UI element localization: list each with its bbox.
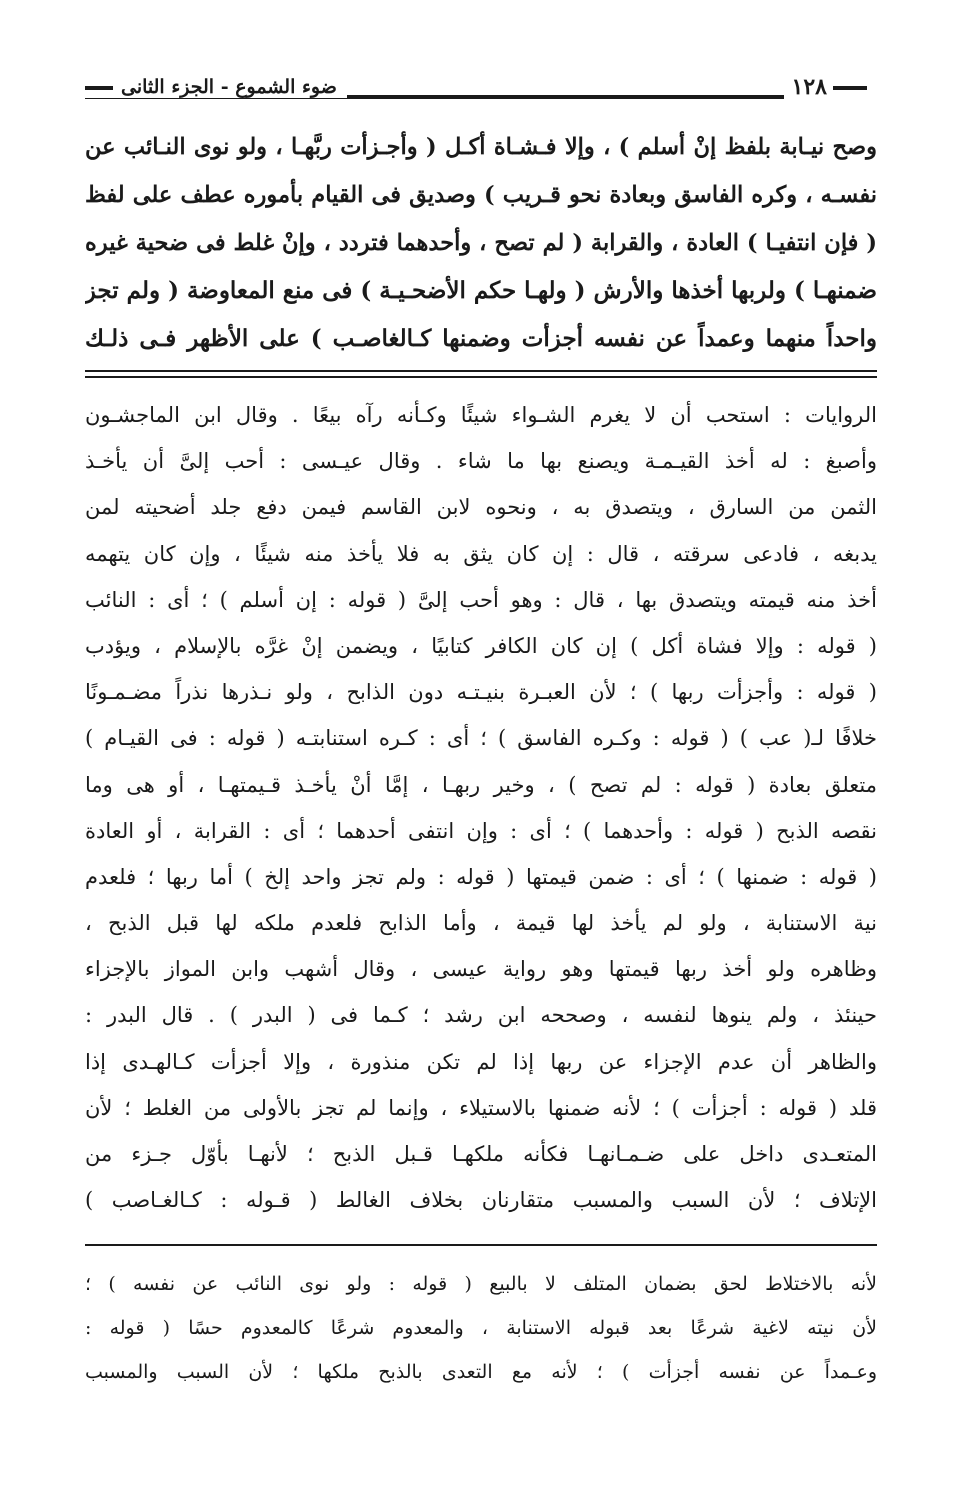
- page-number-text: ١٢٨: [791, 74, 827, 100]
- sharh-line: والظاهر أن عدم الإجزاء عن ربها إذا لم تكن منذورة ، وإلا أجزأت كـالهـدى إذا: [85, 1049, 877, 1074]
- sharh-line: أخذ منه قيمته ويتصدق بها ، قال : وهو أحب إلىَّ ( قوله : إن أسلم ) ؛ أى : النائب: [85, 587, 877, 612]
- divider-rule-upper: [85, 370, 877, 372]
- sharh-commentary: [85, 392, 877, 1223]
- sharh-line: الإتلاف ؛ لأن السبب والمسبب متقارنان بخلاف الغالط ( قـوله : كـالغـاصب ): [85, 1188, 877, 1213]
- running-title: [85, 76, 347, 98]
- footnote-line: لأن نيته لاغية شرعًا بعد قبوله الاستنابة ، والمعدوم شرعًا كالمعدوم حسًا ( قوله :: [85, 1317, 877, 1339]
- page-number: [784, 74, 877, 100]
- sharh-line: يدبغه ، فادعى سرقته ، قال : إن كان يثق به فلا يأخذ منه شيئًا ، وإن كان يتهمه: [85, 541, 877, 566]
- divider-rule-lower: [85, 376, 877, 378]
- footnote-divider: [85, 1244, 877, 1246]
- sharh-line: قلد ( قوله : أجزأت ) ؛ لأنه ضمنها بالاستيلاء ، وإنما لم تجز بالأولى من الغلط ؛ لأن: [85, 1095, 877, 1120]
- sharh-line: خلافًا لـ( عب ) ( قوله : وكـره الفاسق ) ؛ أى : كـره استنابتـه ( قوله : فى القيـام ): [85, 726, 877, 751]
- sharh-line: ( قوله : ضمنها ) ؛ أى : ضمن قيمتها ( قوله : ولم تجز واحد إلخ ) أما ربها ؛ فلعدم: [85, 864, 877, 889]
- matn-line: ضمنهـا ) ولربها أخذها والأرش ( ولهـا حكم الأضحـيـة ) فى منع المعاوضة ( ولم تجز: [85, 277, 877, 304]
- header-dash: [85, 86, 113, 90]
- sharh-line: متعلق بعادة ( قوله : لم تصح ) ، وخير ربهـا ، إمَّا أنْ يأخـذ قـيمتهـا ، أو هى وما: [85, 772, 877, 797]
- header-dash: [833, 86, 867, 90]
- sharh-line: المتعـدى داخل على ضـمـانهـا فكأنه ملكهـا قـبل الذبح ؛ لأنهـا بأوّل جـزء من: [85, 1142, 877, 1166]
- sharh-line: نقصه الذبح ( قوله : وأحدهما ) ؛ أى : وإن انتفى أحدهما ؛ أى : القرابة ، أو العادة: [85, 818, 877, 843]
- matn-line: وصح نيـابة بلفظ إنْ أسلم ) ، وإلا فـشـاة أكـل ( وأجـزأت ربَّهـا ، ولو نوى النـائب عن: [85, 134, 877, 160]
- sharh-line: الثمن من السارق ، ويتصدق به ، ونحوه لابن القاسم فيمن دفع جلد أضحيته لمن: [85, 495, 877, 520]
- sharh-line: ( قوله : وأجزأت ربها ) ؛ لأن العبـرة بنيـتـه دون الذابح ، ولو نـذرها نذراً مضـمـونًا: [85, 680, 877, 705]
- sharh-line: وأصبغ : له أخذ القيـمـة ويصنع بها ما شاء . وقال عيـسى : أحب إلىَّ أن يأخـذ: [85, 449, 877, 474]
- sharh-line: نية الاستنابة ، ولو لم يأخذ لها قيمة ، وأما الذابح فلعدم ملكه لها قبل الذبح ،: [85, 911, 877, 936]
- matn-line: واحداً منهما وعمداً عن نفسه أجزأت وضمنها كـالغاصـب ) على الأظهر فـى ذلـك: [85, 325, 877, 352]
- sharh-line: الروايات : استحب أن لا يغرم الشـواء شيئًا وكـأنه رآه بيعًا . وقال ابن الماجشـون: [85, 403, 877, 427]
- running-title-text: ضوء الشموع - الجزء الثانى: [121, 76, 337, 98]
- footnote-text: [85, 1262, 877, 1394]
- matn-line: نفسـه ، وكره الفاسق وبعادة نحو قـريب ) وصديق فى القيام بأموره عطف على لفظ: [85, 182, 877, 208]
- sharh-line: ( قوله : وإلا فشاة أكل ) إن كان الكافر كتابيًا ، ويضمن إنْ غرَّه بالإسلام ، ويؤدب: [85, 633, 877, 658]
- section-divider-double: [85, 370, 877, 379]
- matn-line: ( فإن انتفيـا ) العادة ، والقرابة ( لم تصح ، وأحدهما فتردد ، وإنْ غلط فى ضحية غيره: [85, 230, 877, 256]
- sharh-line: حينئذ ، ولم ينوها لنفسه ، وصححه ابن رشد ؛ كـما فى ( البدر ) . قال البدر :: [85, 1003, 877, 1028]
- footnote-line: لأنه بالاختلاط لحق بضمان المتلف لا بالبيع ( قوله : ولو نوى النائب عن نفسه ) ؛: [85, 1273, 877, 1295]
- sharh-line: وظاهره ولو أخذ ربها قيمتها وهو رواية عيسى ، وقال أشهب وابن المواز بالإجزاء: [85, 957, 877, 982]
- matn-text: [85, 123, 877, 363]
- footnote-line: وعـمداً عن نفسه أجزأت ) ؛ لأنه مع التعدى بالذبح ملكها ؛ لأن السبب والمسبب: [85, 1361, 877, 1383]
- running-header: [85, 72, 877, 106]
